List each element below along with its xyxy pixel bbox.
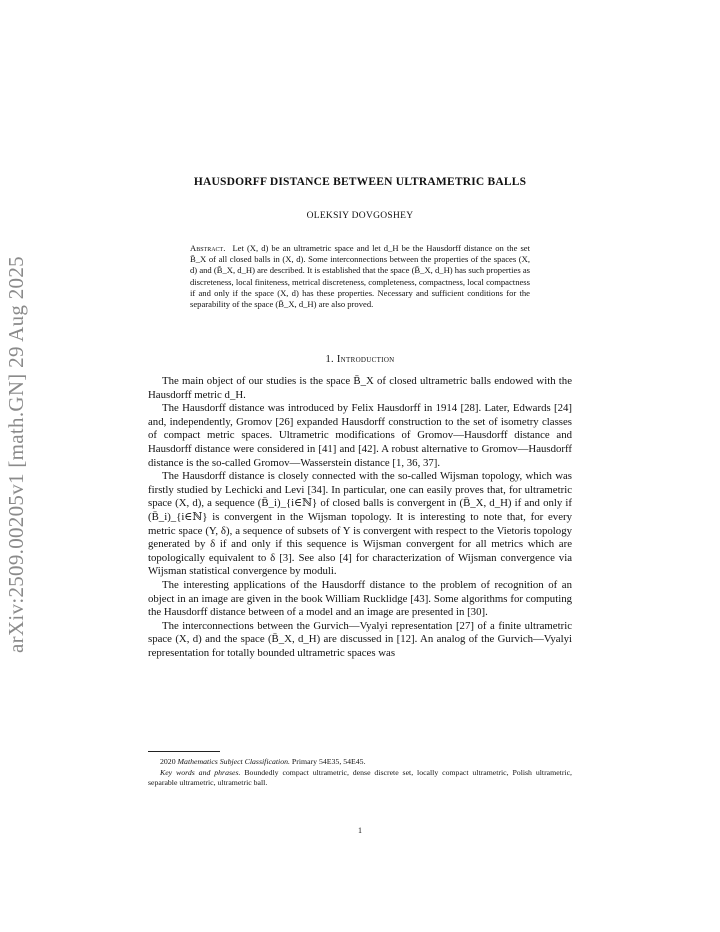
footnote-divider [148, 751, 220, 752]
paragraph-4: The interesting applications of the Hausdorff distance to the problem of recognition of an object in an image are given in the book William Rucklidge [43]. Some algorithms for computing the Hausdorff distance between of a model and an image are presented in [30]. [148, 578, 572, 619]
footnote-keywords [148, 768, 572, 789]
paragraph-3: The Hausdorff distance is closely connected with the so-called Wijsman topology, which was firstly studied by Lechicki and Levi [34]. In particular, one can easily proves that, for ultrametric space (X, d), a sequence (B̄_i)_{i∈ℕ} of closed balls is convergent in (B̄_X, d_H) if and only if (B̄_i)_{i∈ℕ} is convergent in the Wijsman topology. It is interesting to note that, for every metric space (Y, δ), a sequence of subsets of Y is convergent with respect to the Vietoris topology generated by δ if and only if this sequence is Wijsman convergent for all metrics which are topologically equivalent to δ [3]. See also [4] for characterization of Wijsman convergence via Wijsman statistical convergence by moduli. [148, 470, 572, 578]
arxiv-identifier: arXiv:2509.00205v1 [math.GN] 29 Aug 2025 [4, 256, 28, 654]
paper-title: HAUSDORFF DISTANCE BETWEEN ULTRAMETRIC BALLS [193, 176, 527, 188]
page-number: 1 [358, 826, 362, 835]
paragraph-2: The Hausdorff distance was introduced by Felix Hausdorff in 1914 [28]. Later, Edwards [24] and, independently, Gromov [26] expanded Hausdorff construction to the set of isometry classes of compact metric spaces. Ultrametric modifications of Gromov—Hausdorff distance and Hausdorff distance were considered in [41] and [42]. A robust alternative to Gromov—Hausdorff distance is the so-called Gromov—Wasserstein distance [1, 36, 37]. [148, 402, 572, 469]
msc-label: Mathematics Subject Classification. [177, 757, 290, 766]
msc-text: Primary 54E35, 54E45. [291, 757, 366, 766]
abstract-text: Let (X, d) be an ultrametric space and let d_H be the Hausdorff distance on the set B̄_X of all closed balls in (X, d). Some interconnections between the properties of the spaces (X, d) and (B̄_X, d_H) are described. It is established that the space (B̄_X, d_H) has such properties as discreteness, local finiteness, metrical discreteness, completeness, compactness, local compactness if and only if the space (X, d) has these properties. Necessary and sufficient conditions for the separability of the space (B̄_X, d_H) are also proved. [190, 243, 530, 310]
abstract [190, 243, 530, 310]
section-title: Introduction [336, 354, 395, 365]
footnote-msc [148, 757, 572, 768]
body-text [148, 375, 572, 660]
paragraph-1: The main object of our studies is the space B̄_X of closed ultrametric balls endowed with the Hausdorff metric d_H. [148, 375, 572, 401]
paper-author: OLEKSIY DOVGOSHEY [306, 211, 414, 221]
keywords-text: Boundedly compact ultrametric, dense discrete set, locally compact ultrametric, Polish ultrametric, separable ultrametric, ultrametric ball. [148, 767, 572, 788]
abstract-label: Abstract. [190, 243, 226, 253]
section-number: 1. [325, 354, 334, 365]
footnotes [148, 757, 572, 789]
keywords-label: Key words and phrases. [160, 767, 241, 777]
msc-year: 2020 [160, 757, 176, 766]
paragraph-5: The interconnections between the Gurvich—Vyalyi representation [27] of a finite ultrametric space (X, d) and the space (B̄_X, d_H) are discussed in [12]. An analog of the Gurvich—Vyalyi representation for totally bounded ultrametric spaces was [148, 619, 572, 659]
section-heading [110, 354, 610, 365]
